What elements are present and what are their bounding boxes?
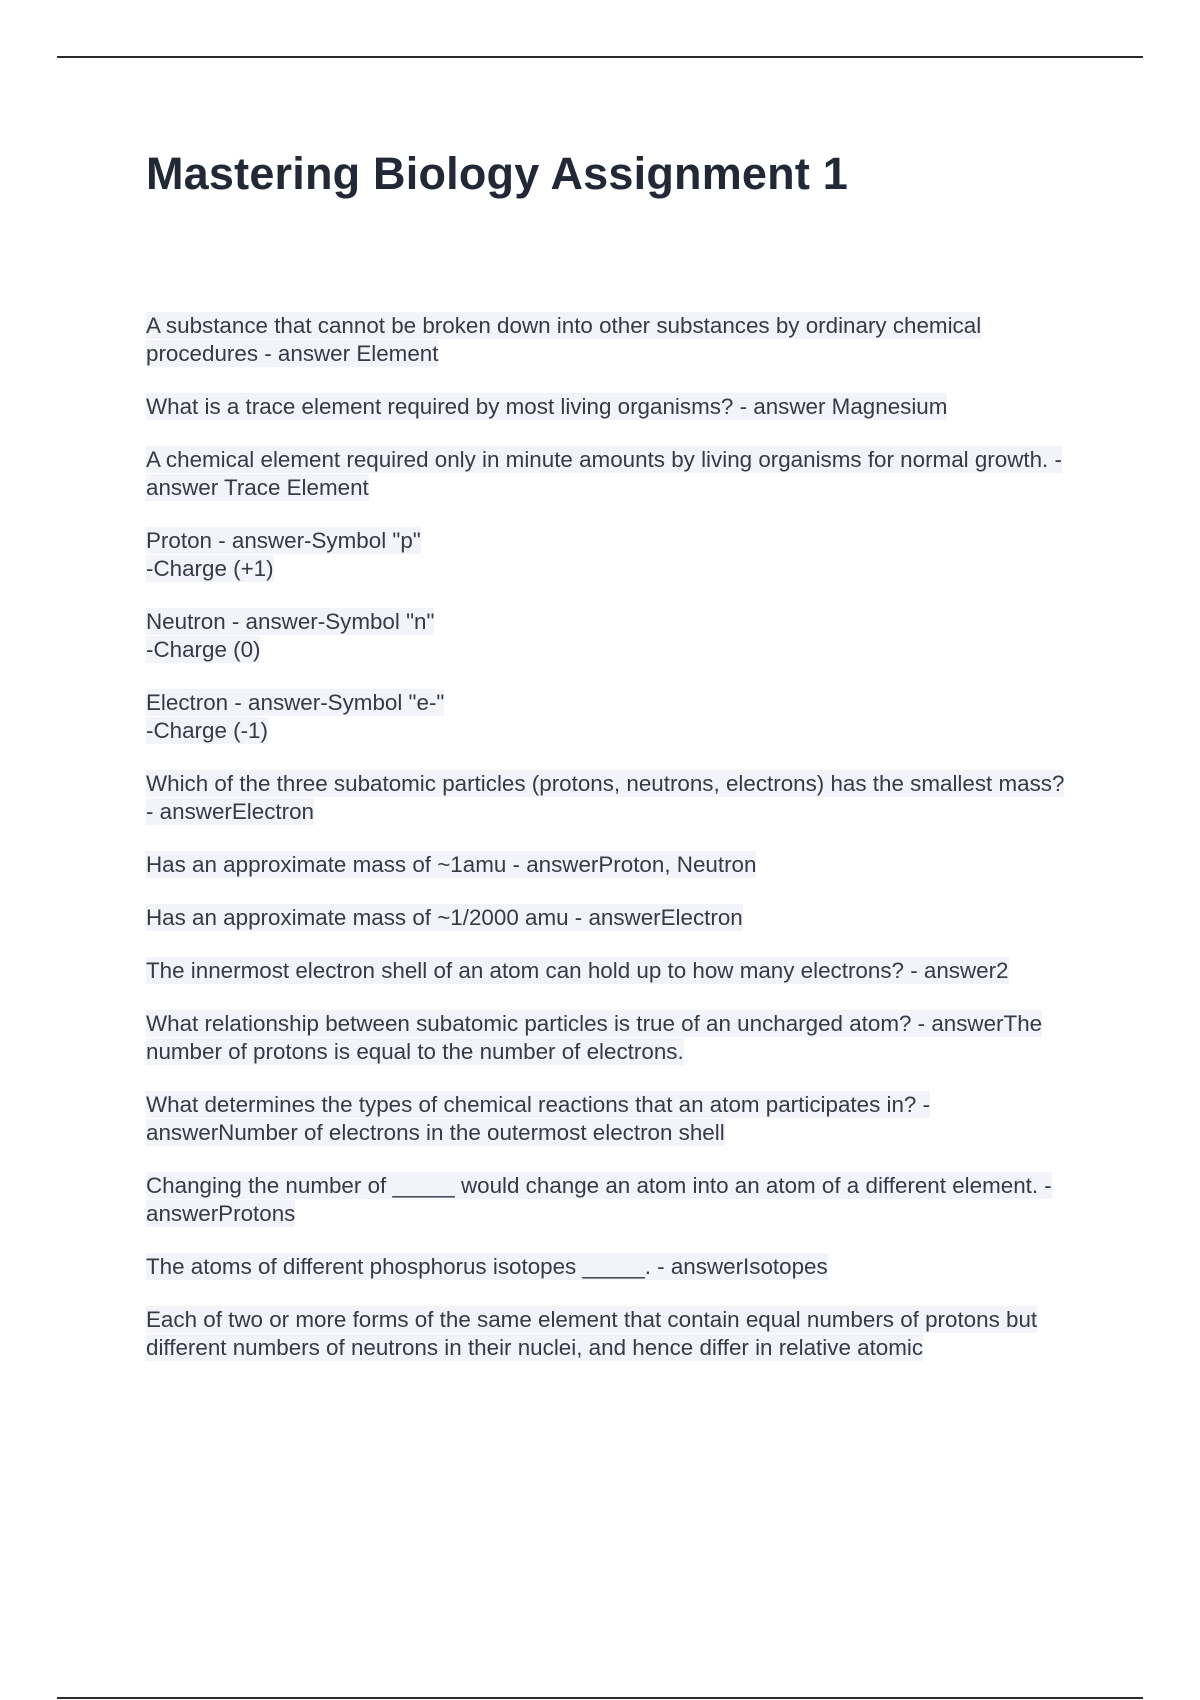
qa-line: Neutron - answer-Symbol "n" [146, 609, 435, 634]
qa-item [146, 904, 1076, 932]
qa-text: What determines the types of chemical reactions that an atom participates in? - answerNumber of electrons in the outermost electron shell [146, 1092, 931, 1145]
qa-text: A substance that cannot be broken down into other substances by ordinary chemical procedures - answer Element [146, 313, 982, 366]
qa-line: -Charge (-1) [146, 718, 268, 743]
qa-text: Which of the three subatomic particles (protons, neutrons, electrons) has the smallest mass? - answerElectron [146, 771, 1065, 824]
qa-text: Changing the number of _____ would change an atom into an atom of a different element. - answerProtons [146, 1173, 1052, 1226]
qa-item [146, 312, 1076, 368]
question-answer-list [146, 312, 1076, 1387]
qa-item [146, 1306, 1076, 1362]
qa-item [146, 1091, 1076, 1147]
qa-line: -Charge (0) [146, 637, 261, 662]
qa-line: Electron - answer-Symbol "e-" [146, 690, 445, 715]
qa-item [146, 851, 1076, 879]
bottom-rule [57, 1697, 1143, 1699]
qa-text: The innermost electron shell of an atom can hold up to how many electrons? - answer2 [146, 958, 1009, 983]
document-title: Mastering Biology Assignment 1 [146, 148, 848, 199]
qa-text: Has an approximate mass of ~1/2000 amu - answerElectron [146, 905, 743, 930]
qa-text: Each of two or more forms of the same element that contain equal numbers of protons but different numbers of neutrons in their nuclei, and hence differ in relative atomic [146, 1307, 1038, 1360]
qa-item [146, 689, 1076, 745]
qa-item [146, 957, 1076, 985]
qa-text: A chemical element required only in minute amounts by living organisms for normal growth. - answer Trace Element [146, 447, 1062, 500]
qa-text: What is a trace element required by most living organisms? - answer Magnesium [146, 394, 948, 419]
qa-item [146, 1253, 1076, 1281]
qa-item [146, 1010, 1076, 1066]
qa-item [146, 608, 1076, 664]
qa-item [146, 527, 1076, 583]
qa-text: What relationship between subatomic particles is true of an uncharged atom? - answerThe number of protons is equal to the number of electrons. [146, 1011, 1043, 1064]
qa-item [146, 393, 1076, 421]
qa-text: The atoms of different phosphorus isotopes _____. - answerIsotopes [146, 1254, 828, 1279]
qa-line: -Charge (+1) [146, 556, 274, 581]
qa-item [146, 446, 1076, 502]
top-rule [57, 56, 1143, 58]
qa-item [146, 1172, 1076, 1228]
qa-text: Has an approximate mass of ~1amu - answerProton, Neutron [146, 852, 757, 877]
qa-item [146, 770, 1076, 826]
qa-line: Proton - answer-Symbol "p" [146, 528, 421, 553]
